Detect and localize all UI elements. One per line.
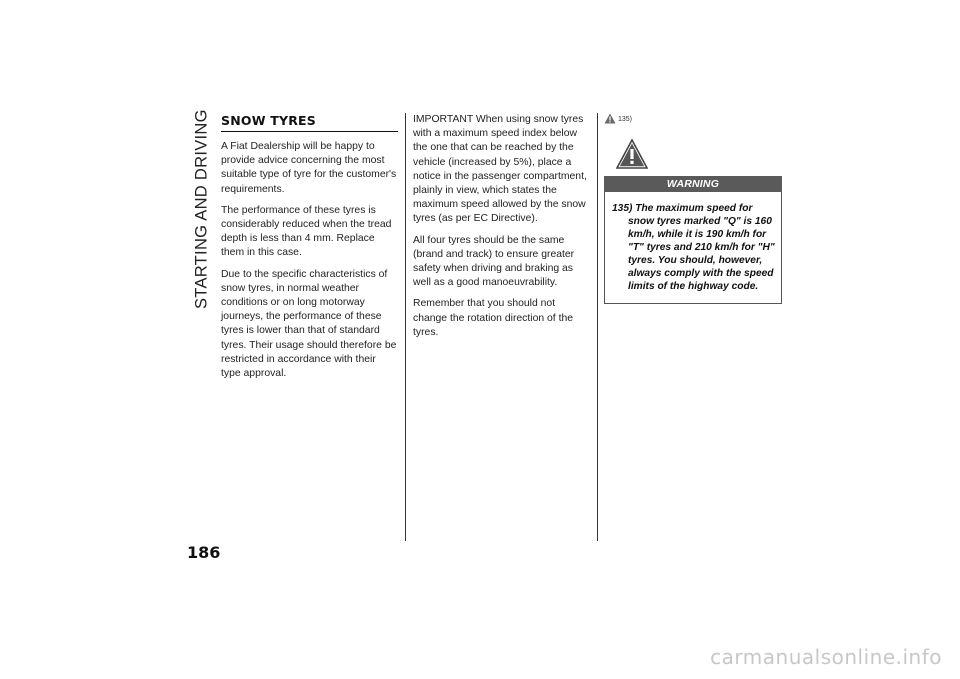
column-middle xyxy=(413,113,590,347)
paragraph: All four tyres should be the same (brand and track) to ensure greater safety when driving and braking as well as a good manoeuvrability. xyxy=(413,234,575,289)
paragraph: A Fiat Dealership will be happy to provide advice concerning the most suitable type of tyre for the customer's requirements. xyxy=(221,141,397,195)
paragraph: The performance of these tyres is considerably reduced when the tread depth is less than 4 mm. Replace them in this case. xyxy=(221,204,392,259)
column-right xyxy=(604,113,782,304)
page-number: 186 xyxy=(187,543,221,562)
warning-text: 135) The maximum speed for snow tyres marked "Q" is 160 km/h, while it is 190 km/h for "T" tyres and 210 km/h for "H" tyres. You should, however, always comply with the speed limits of the highway code. xyxy=(612,203,775,292)
reference-number: 135) xyxy=(618,116,633,123)
page-heading: SNOW TYRES xyxy=(221,113,398,132)
warning-label: WARNING xyxy=(604,176,782,192)
watermark: carmanualsonline.info xyxy=(710,645,942,669)
warning-reference xyxy=(604,113,782,131)
paragraph: Remember that you should not change the rotation direction of the tyres. xyxy=(413,298,574,338)
column-left xyxy=(221,113,398,388)
warning-triangle-icon xyxy=(604,113,616,124)
column-divider xyxy=(405,113,406,541)
warning-box xyxy=(604,192,782,304)
paragraph: Due to the specific characteristics of snow tyres, in normal weather conditions or on long motorway journeys, the performance of these tyres is lower than that of standard tyres. Their usage should therefore be restricted in accordance with their type approval. xyxy=(221,268,397,380)
paragraph: IMPORTANT When using snow tyres with a maximum speed index below the one that can be reached by the vehicle (increased by 5%), place a notice in the passenger compartment, plainly in view, which states the maximum speed allowed by the snow tyres (as per EC Directive). xyxy=(413,114,587,225)
warning-triangle-icon xyxy=(616,139,648,169)
column-divider xyxy=(597,113,598,541)
section-title: STARTING AND DRIVING xyxy=(192,109,211,309)
